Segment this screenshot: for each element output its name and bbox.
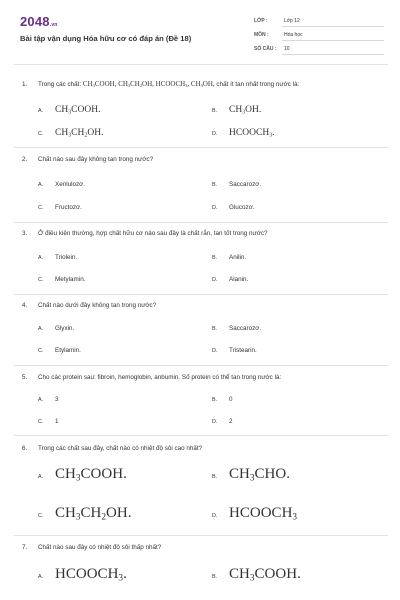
- question-6-text: [22, 445, 202, 452]
- option-letter: B.: [212, 326, 218, 332]
- question-2-option-a[interactable]: [38, 181, 85, 188]
- question-text: Chất nào sau đây có nhiệt độ sôi thấp nhất?: [38, 544, 162, 551]
- question-1-option-d[interactable]: [212, 128, 275, 138]
- option-letter: D.: [212, 419, 218, 425]
- option-value: $CH_3COOH$.: [229, 566, 301, 584]
- question-2-option-c[interactable]: [38, 204, 82, 211]
- question-5-option-a[interactable]: [38, 396, 59, 403]
- option-value: Alanin.: [229, 276, 249, 283]
- question-5-option-c[interactable]: [38, 418, 59, 425]
- question-number: 1.: [22, 81, 28, 88]
- question-text: Cho các protein sau: fibroin, hemoglobin, anbumin. Số protein có thể tan trong nước là:: [38, 374, 282, 381]
- question-1-text: [22, 80, 299, 88]
- option-letter: A.: [38, 108, 44, 114]
- option-letter: D.: [212, 513, 218, 519]
- option-letter: B.: [212, 397, 218, 403]
- option-letter: C.: [38, 277, 44, 283]
- option-letter: A.: [38, 397, 44, 403]
- question-7-option-b[interactable]: [212, 566, 301, 583]
- option-value: $CH_3OH$.: [229, 105, 262, 116]
- option-value: Fructozơ.: [55, 204, 82, 211]
- question-number: 3.: [22, 230, 28, 237]
- option-letter: D.: [212, 131, 218, 137]
- question-divider: [14, 535, 388, 536]
- question-5-option-b[interactable]: [212, 396, 233, 403]
- option-letter: B.: [212, 574, 218, 580]
- meta-key: MÔN :: [254, 32, 269, 38]
- option-value: $CH_3COOH$.: [55, 105, 101, 116]
- header-divider: [14, 64, 388, 65]
- option-letter: B.: [212, 255, 218, 261]
- option-value: $CH_3COOH$.: [55, 466, 127, 484]
- option-letter: C.: [38, 131, 44, 137]
- question-5-text: [22, 374, 281, 381]
- option-value: Xenlulozơ.: [55, 181, 86, 188]
- logo-domain-text: .vn: [49, 22, 58, 28]
- meta-key: LỚP :: [254, 18, 268, 24]
- question-3-option-a[interactable]: [38, 254, 77, 261]
- option-value: Etylamin.: [55, 347, 81, 354]
- meta-underline: [282, 40, 384, 41]
- option-letter: C.: [38, 205, 44, 211]
- question-divider: [14, 294, 388, 295]
- question-number: 5.: [22, 374, 28, 381]
- question-text: chất ít tan nhất trong nước là:: [216, 81, 300, 88]
- option-value: Glucozơ.: [229, 204, 255, 211]
- question-7-option-a[interactable]: [38, 566, 127, 583]
- option-value: Tristearin.: [229, 347, 257, 354]
- question-6-option-b[interactable]: [212, 466, 290, 483]
- option-letter: D.: [212, 277, 218, 283]
- question-4-option-a[interactable]: [38, 325, 74, 332]
- question-4-text: [22, 302, 156, 309]
- option-letter: B.: [212, 474, 218, 480]
- option-letter: A.: [38, 474, 44, 480]
- question-6-option-d[interactable]: [212, 505, 297, 522]
- question-2-option-b[interactable]: [212, 181, 261, 188]
- question-number: 4.: [22, 302, 28, 309]
- question-6-option-a[interactable]: [38, 466, 127, 483]
- option-value: 1: [55, 418, 59, 425]
- option-letter: A.: [38, 255, 44, 261]
- option-value: $HCOOCH_3$: [229, 505, 298, 523]
- question-number: 2.: [22, 156, 28, 163]
- option-letter: A.: [38, 574, 44, 580]
- question-text: Trong các chất sau đây, chất nào có nhiệt độ sôi cao nhất?: [38, 445, 203, 452]
- option-value: $HCOOCH_3$.: [229, 128, 275, 139]
- option-value: Anilin.: [229, 254, 247, 261]
- option-letter: D.: [212, 205, 218, 211]
- question-number: 7.: [22, 544, 28, 551]
- question-divider: [14, 147, 388, 148]
- document-title: Bài tập vận dụng Hóa hữu cơ có đáp án (Đề 18): [20, 34, 192, 43]
- option-letter: B.: [212, 182, 218, 188]
- site-logo[interactable]: [20, 14, 58, 29]
- question-divider: [14, 435, 388, 436]
- option-letter: D.: [212, 348, 218, 354]
- question-2-option-d[interactable]: [212, 204, 254, 211]
- option-value: 3: [55, 396, 59, 403]
- option-value: $CH_3CH_2OH$.: [55, 128, 104, 139]
- option-letter: A.: [38, 182, 44, 188]
- question-7-text: [22, 544, 161, 551]
- question-3-option-b[interactable]: [212, 254, 246, 261]
- option-value: 2: [229, 418, 233, 425]
- option-value: Triolein.: [55, 254, 78, 261]
- option-value: 0: [229, 396, 233, 403]
- option-letter: C.: [38, 513, 44, 519]
- option-value: Saccarozơ.: [229, 325, 262, 332]
- question-3-text: [22, 230, 268, 237]
- question-formula: $CH_3COOH$, $CH_3CH_2OH$, $HCOOCH_3$, $CH_3OH$,: [82, 80, 215, 89]
- question-number: 6.: [22, 445, 28, 452]
- meta-value: Hóa học: [284, 32, 303, 38]
- option-value: $CH_3CH_2OH$.: [55, 505, 132, 523]
- option-letter: B.: [212, 108, 218, 114]
- question-divider: [14, 222, 388, 223]
- question-text: Chất nào sau đây không tan trong nước?: [38, 156, 154, 163]
- meta-underline: [282, 54, 384, 55]
- question-4-option-d[interactable]: [212, 347, 257, 354]
- option-value: $HCOOCH_3$.: [55, 566, 127, 584]
- option-value: Saccarozơ.: [229, 181, 262, 188]
- option-letter: C.: [38, 419, 44, 425]
- question-text: Trong các chất:: [38, 81, 82, 88]
- option-value: Metylamin.: [55, 276, 86, 283]
- option-letter: C.: [38, 348, 44, 354]
- meta-value: Lớp 12: [284, 18, 300, 24]
- question-1-option-c[interactable]: [38, 128, 103, 138]
- meta-value: 10: [284, 46, 290, 52]
- question-3-option-c[interactable]: [38, 276, 85, 283]
- option-letter: A.: [38, 326, 44, 332]
- question-6-option-c[interactable]: [38, 505, 131, 522]
- option-value: Glyxin.: [55, 325, 75, 332]
- question-4-option-b[interactable]: [212, 325, 261, 332]
- question-4-option-c[interactable]: [38, 347, 81, 354]
- meta-key: SỐ CÂU :: [254, 46, 277, 52]
- option-value: $CH_3CHO$.: [229, 466, 290, 484]
- question-5-option-d[interactable]: [212, 418, 233, 425]
- question-1-option-a[interactable]: [38, 105, 101, 115]
- question-text: Chất nào dưới đây không tan trong nước?: [38, 302, 157, 309]
- meta-underline: [282, 26, 384, 27]
- logo-main-text: 2048: [20, 14, 50, 29]
- question-3-option-d[interactable]: [212, 276, 248, 283]
- question-divider: [14, 365, 388, 366]
- question-1-option-b[interactable]: [212, 105, 261, 115]
- question-text: Ở điều kiện thường, hợp chất hữu cơ nào sau đây là chất rắn, tan tốt trong nước?: [38, 230, 268, 237]
- question-2-text: [22, 156, 153, 163]
